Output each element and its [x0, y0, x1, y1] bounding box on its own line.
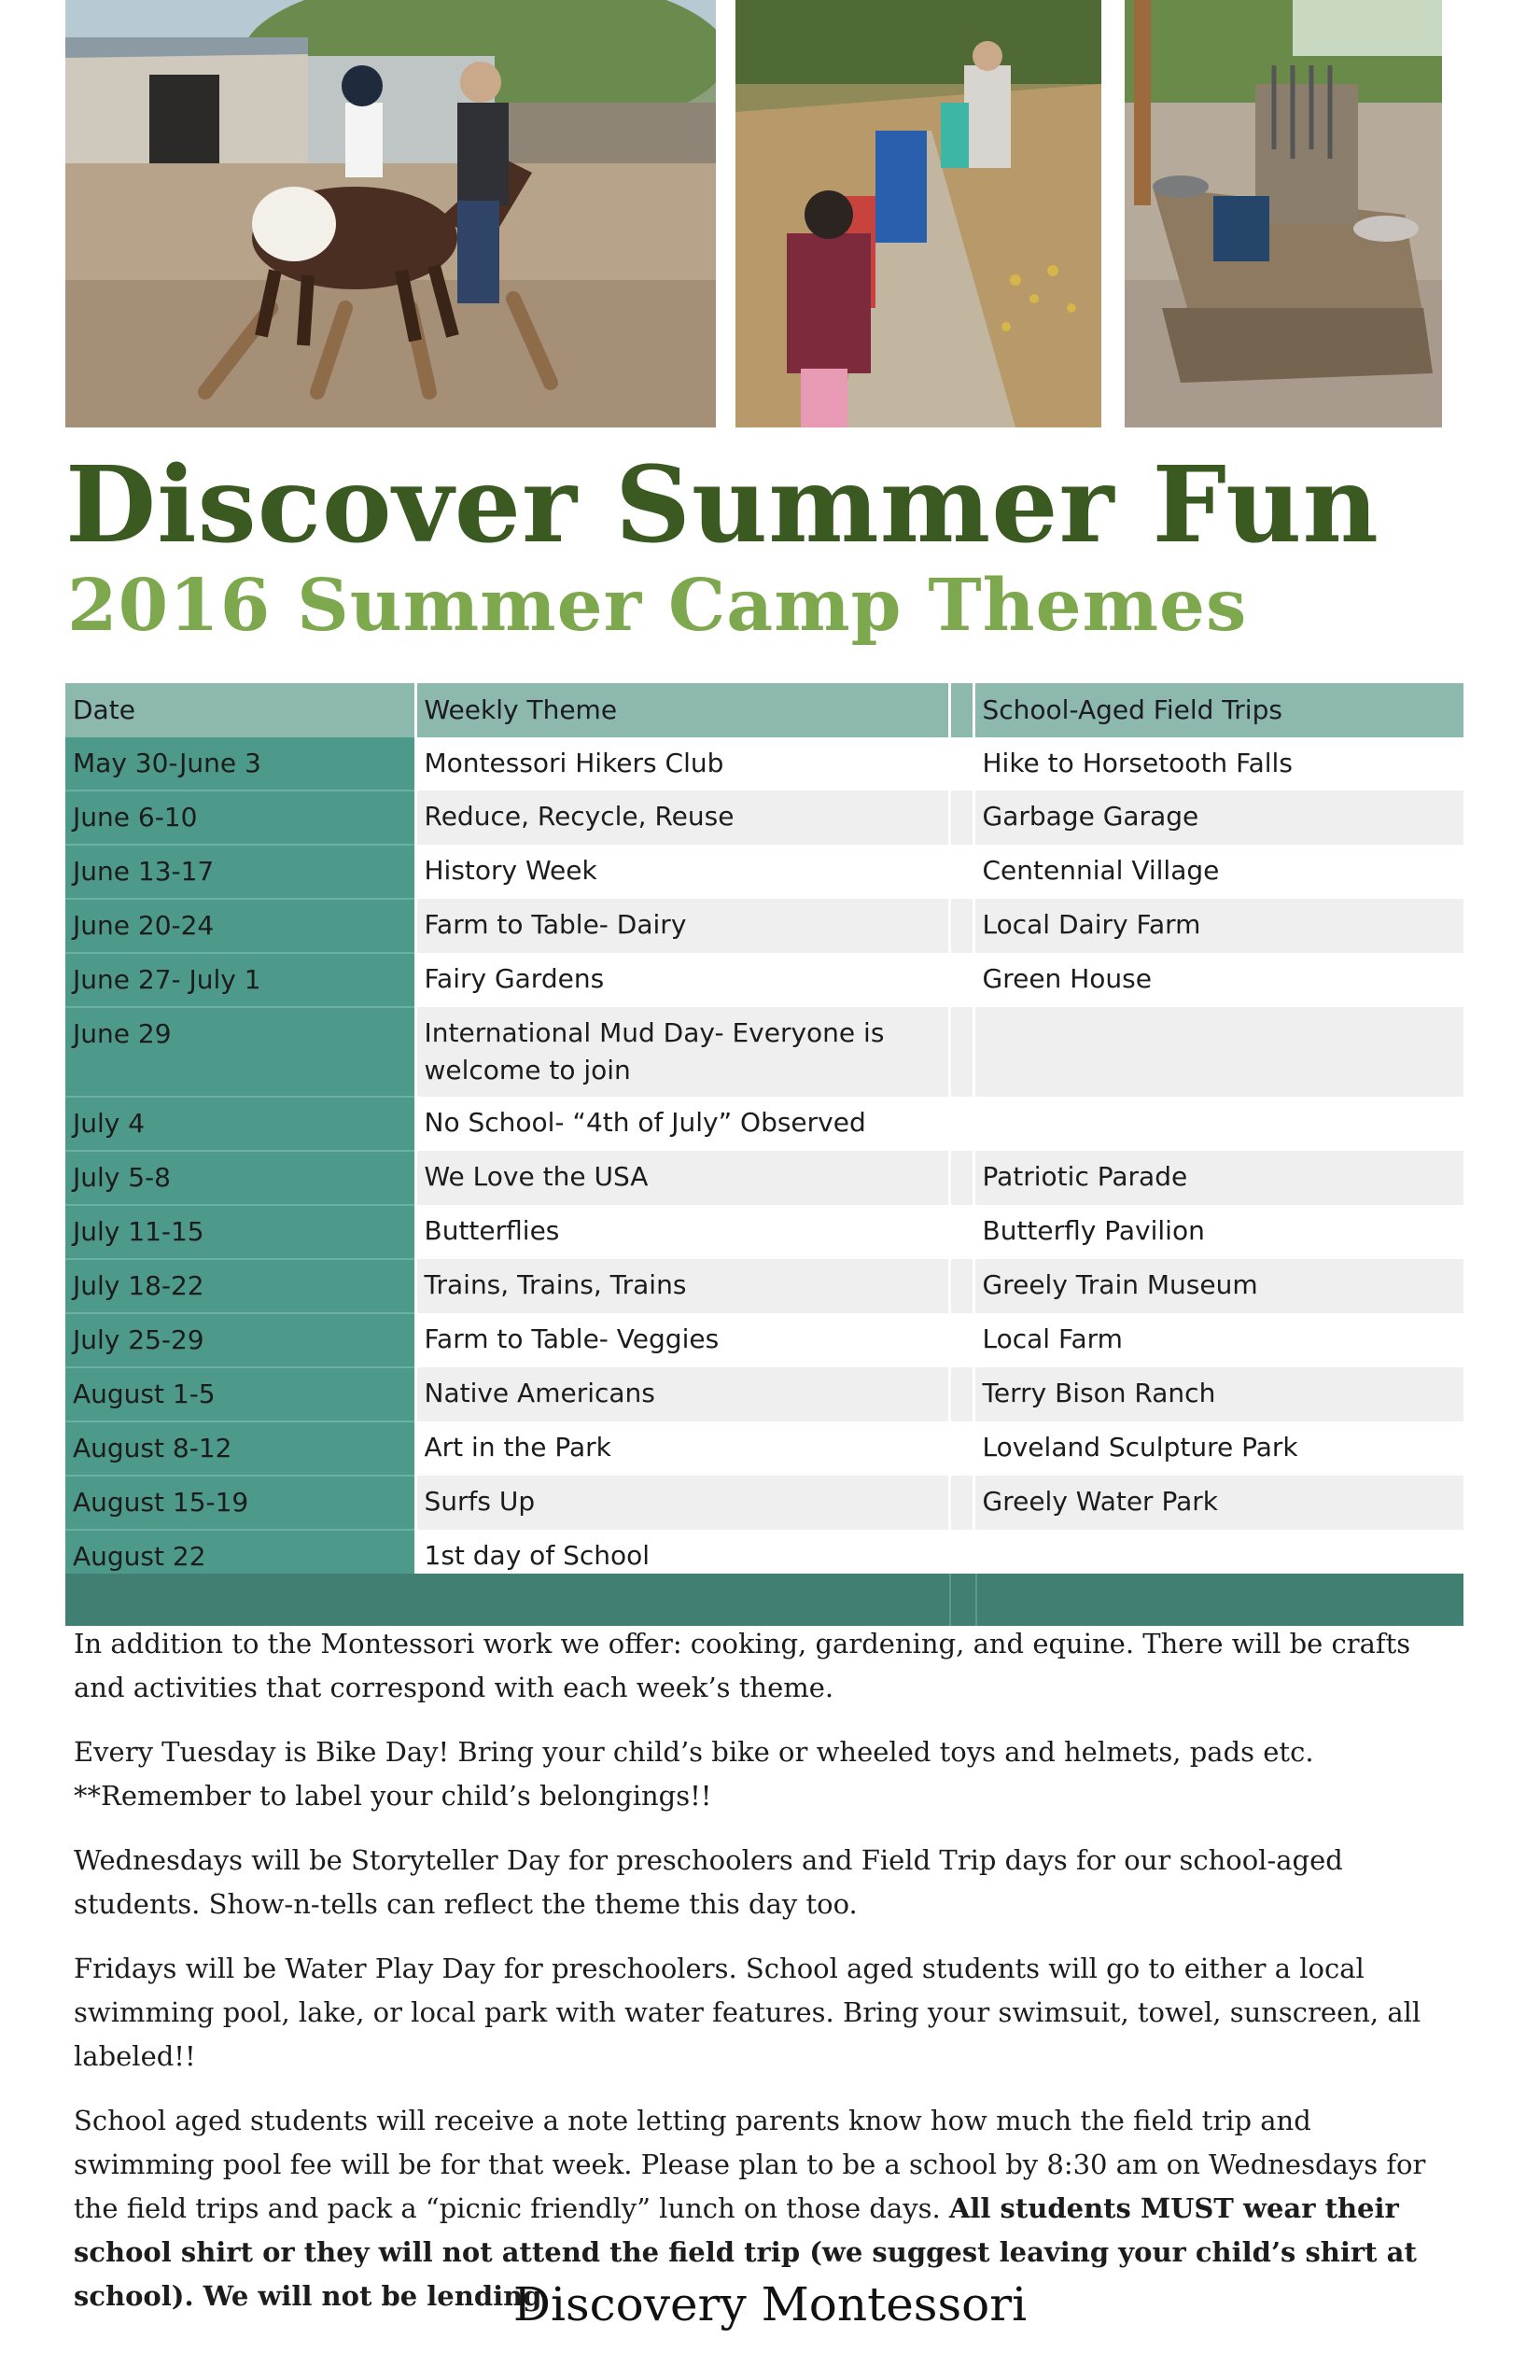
table-row — [65, 899, 1463, 953]
cell-spacer — [949, 1151, 973, 1205]
column-header-date: Date — [65, 683, 415, 737]
column-spacer — [949, 683, 973, 737]
table-row — [65, 1421, 1463, 1476]
paragraph-crafts: In addition to the Montessori work we offer: cooking, gardening, and equine. There will be crafts and activities that correspond with each week’s theme. — [74, 1628, 1411, 1703]
cell-date: July 11-15 — [65, 1205, 415, 1259]
table-row — [65, 1476, 1463, 1530]
cell-theme: Farm to Table- Veggies — [415, 1313, 949, 1367]
children-hiking-trail-photo — [735, 0, 1101, 427]
cell-trip: Green House — [973, 953, 1463, 1007]
cell-trip: Greely Train Museum — [973, 1259, 1463, 1313]
cell-date: July 18-22 — [65, 1259, 415, 1313]
cell-spacer — [949, 899, 973, 953]
page-title: Discover Summer Fun — [65, 444, 1379, 567]
child-riding-pony-photo — [65, 0, 716, 427]
cell-spacer — [949, 737, 973, 791]
cell-date: June 27- July 1 — [65, 953, 415, 1007]
cell-date: June 6-10 — [65, 791, 415, 845]
cell-trip: Terry Bison Ranch — [973, 1367, 1463, 1421]
cell-trip: Centennial Village — [973, 845, 1463, 899]
cell-trip: Patriotic Parade — [973, 1151, 1463, 1205]
cell-trip: Loveland Sculpture Park — [973, 1421, 1463, 1476]
cell-theme: Butterflies — [415, 1205, 949, 1259]
cell-spacer — [949, 1097, 973, 1151]
school-shirt-requirement: All students MUST wear their school shirt or they will not attend the field trip (we suggest leaving your child’s shirt at school). We will not be lending — [74, 2192, 1417, 2312]
cell-theme: Surfs Up — [415, 1476, 949, 1530]
cell-spacer — [949, 1367, 973, 1421]
camp-info-text — [74, 1622, 1455, 2339]
cell-date: July 25-29 — [65, 1313, 415, 1367]
cell-trip: Local Dairy Farm — [973, 899, 1463, 953]
cell-date: July 5-8 — [65, 1151, 415, 1205]
cell-theme: Art in the Park — [415, 1421, 949, 1476]
cell-trip: Garbage Garage — [973, 791, 1463, 845]
table-footer-bar — [65, 1574, 1463, 1626]
cell-spacer — [949, 1259, 973, 1313]
paragraph-bike-day: Every Tuesday is Bike Day! Bring your child’s bike or wheeled toys and helmets, pads etc. **Remember to label your child’s belongings!! — [74, 1736, 1314, 1812]
column-header-theme: Weekly Theme — [415, 683, 949, 737]
cell-theme: International Mud Day- Everyone is welcome to join — [415, 1007, 949, 1097]
table-row — [65, 1007, 1463, 1097]
table-row — [65, 1151, 1463, 1205]
table-row — [65, 1313, 1463, 1367]
cell-theme: Fairy Gardens — [415, 953, 949, 1007]
table-row — [65, 737, 1463, 791]
cell-date: August 22 — [65, 1530, 415, 1584]
cell-theme: Trains, Trains, Trains — [415, 1259, 949, 1313]
cell-theme: No School- “4th of July” Observed — [415, 1097, 949, 1151]
paragraph-storyteller-day: Wednesdays will be Storyteller Day for preschoolers and Field Trip days for our school-aged students. Show-n-tells can reflect the theme this day too. — [74, 1844, 1343, 1920]
cell-trip: Hike to Horsetooth Falls — [973, 737, 1463, 791]
cell-spacer — [949, 1313, 973, 1367]
cell-theme: Farm to Table- Dairy — [415, 899, 949, 953]
table-header-row — [65, 683, 1463, 737]
table-row — [65, 1259, 1463, 1313]
table-row — [65, 953, 1463, 1007]
cell-spacer — [949, 791, 973, 845]
cell-theme: History Week — [415, 845, 949, 899]
camp-schedule-table — [65, 683, 1463, 1585]
cell-spacer — [949, 1476, 973, 1530]
cell-trip — [973, 1097, 1463, 1151]
paragraph-water-play-day: Fridays will be Water Play Day for preschoolers. School aged students will go to either a local swimming pool, lake, or local park with water features. Bring your swimsuit, towel, sunscreen, all labeled!! — [74, 1953, 1421, 2072]
cell-spacer — [949, 1421, 973, 1476]
cell-date: August 8-12 — [65, 1421, 415, 1476]
cell-spacer — [949, 1205, 973, 1259]
cell-spacer — [949, 845, 973, 899]
table-row — [65, 1205, 1463, 1259]
table-row — [65, 1097, 1463, 1151]
cell-date: June 29 — [65, 1007, 415, 1097]
cell-date: May 30-June 3 — [65, 737, 415, 791]
field-trip-policy-text: School aged students will receive a note letting parents know how much the field trip and swimming pool fee will be for that week. Please plan to be a school by 8:30 am on Wednesdays for the field trips and pack a “picnic friendly” lunch on those days. — [74, 2105, 1426, 2224]
page-subtitle: 2016 Summer Camp Themes — [67, 564, 1248, 648]
column-header-trip: School-Aged Field Trips — [973, 683, 1463, 737]
cell-spacer — [949, 1007, 973, 1097]
cell-date: July 4 — [65, 1097, 415, 1151]
cell-trip: Local Farm — [973, 1313, 1463, 1367]
cell-spacer — [949, 953, 973, 1007]
cell-trip — [973, 1007, 1463, 1097]
cell-theme: Reduce, Recycle, Reuse — [415, 791, 949, 845]
cell-date: June 20-24 — [65, 899, 415, 953]
table-row — [65, 791, 1463, 845]
cell-trip: Butterfly Pavilion — [973, 1205, 1463, 1259]
cell-theme: 1st day of School — [415, 1530, 949, 1584]
table-row — [65, 1367, 1463, 1421]
table-row — [65, 845, 1463, 899]
cell-date: June 13-17 — [65, 845, 415, 899]
outdoor-mud-kitchen-photo — [1125, 0, 1442, 427]
cell-date: August 1-5 — [65, 1367, 415, 1421]
cell-theme: We Love the USA — [415, 1151, 949, 1205]
cell-theme: Montessori Hikers Club — [415, 737, 949, 791]
cell-theme: Native Americans — [415, 1367, 949, 1421]
cell-trip: Greely Water Park — [973, 1476, 1463, 1530]
cell-date: August 15-19 — [65, 1476, 415, 1530]
school-name: Discovery Montessori — [512, 2277, 1028, 2331]
